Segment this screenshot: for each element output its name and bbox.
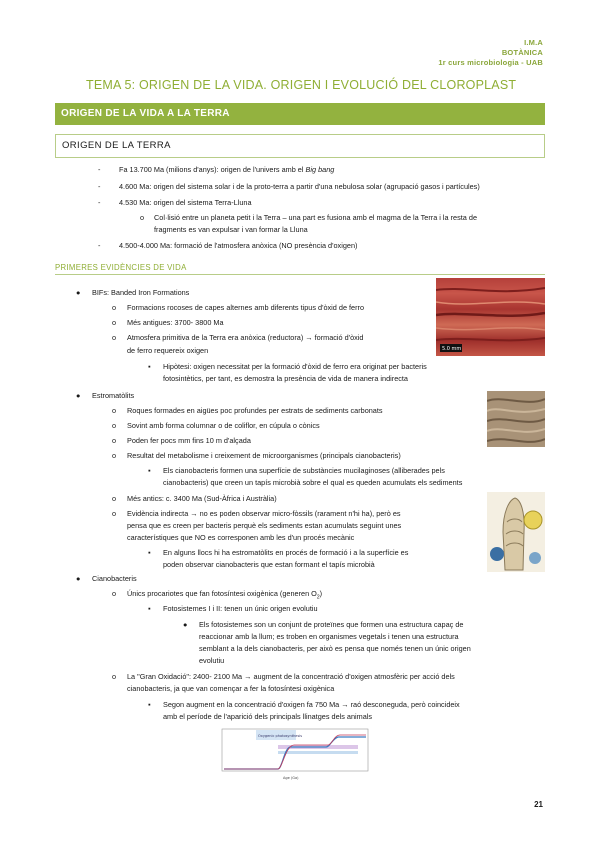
oxygen-history-graph <box>208 727 373 781</box>
square-bullet: ▪ <box>148 466 151 475</box>
header-line-2: BOTÀNICA <box>501 48 543 57</box>
ciano-item-4-line2: cianobacteris, ja que van començar a fer la fotosíntesi oxigènica <box>127 684 335 693</box>
ciano-item-5-line2: amb el període de l'aparició dels principals llinatges dels animals <box>163 712 373 721</box>
estro-item-2: Sovint amb forma columnar o de coliflor, en cúpula o cònics <box>127 421 320 430</box>
ciano-item-3-line4: evolutiu <box>199 656 225 665</box>
origen-item-3a-line2: fragments es van expulsar i van formar la Lluna <box>154 225 308 234</box>
evidencies-rule <box>55 274 545 275</box>
circle-bullet: o <box>112 333 117 342</box>
ciano-item-3-line1: Els fotosistemes son un conjunt de proteïnes que formen una estructura capaç de <box>199 620 464 629</box>
ciano-item-3-line2: reaccionar amb la llum; es troben en organismes vegetals i tenen una estructura <box>199 632 459 641</box>
origen-item-3: 4.530 Ma: origen del sistema Terra-Lluna <box>119 198 252 207</box>
circle-bullet: o <box>112 451 117 460</box>
origen-item-4: 4.500-4.000 Ma: formació de l'atmosfera anòxica (NO presència d'oxigen) <box>119 241 358 250</box>
estro-item-7-line1: Evidència indirecta → no es poden observar micro-fòssils (rarament n'hi ha), però es <box>127 509 401 518</box>
estro-item-1: Roques formades en aigües poc profundes per estrats de sediments carbonats <box>127 406 383 415</box>
bifs-item-4-line1: Hipòtesi: oxigen necessitat per la formació d'òxid de ferro era originat per bacteris <box>163 362 427 371</box>
estro-title: Estromatòlits <box>92 391 135 400</box>
circle-bullet: o <box>112 318 117 327</box>
bifs-item-1: Formacions rocoses de capes alternes amb diferents tipus d'òxid de ferro <box>127 303 365 312</box>
scale-label: 5.0 mm <box>442 346 462 352</box>
bifs-item-3-line1: Atmosfera primitiva de la Terra era anòxica (reductora) → formació d'òxid <box>127 333 364 342</box>
section-bar: ORIGEN DE LA VIDA A LA TERRA <box>55 103 545 125</box>
ciano-item-5-line1: Segon augment en la concentració d'oxigen fa 750 Ma → raó desconeguda, però coincideix <box>163 700 460 709</box>
course-header <box>438 38 543 68</box>
evidencies-heading: PRIMERES EVIDÈNCIES DE VIDA <box>55 263 187 272</box>
ciano-title: Cianobacteris <box>92 574 137 583</box>
square-bullet: ▪ <box>148 548 151 557</box>
banded-iron-image <box>436 278 545 356</box>
graph-label: Oxygenic photosynthesis <box>258 734 303 738</box>
circle-bullet: o <box>112 421 117 430</box>
circle-bullet: o <box>112 509 117 518</box>
document-title: TEMA 5: ORIGEN DE LA VIDA. ORIGEN I EVOLUCIÓ DEL CLOROPLAST <box>86 78 517 92</box>
origen-item-2: 4.600 Ma: origen del sistema solar i de la proto-terra a partir d'una nebulosa solar (agrupació gasos i partícules) <box>119 182 480 191</box>
ciano-item-1: Únics procariotes que fan fotosíntesi oxigènica (generen $O_2$) <box>127 589 323 601</box>
square-bullet: ▪ <box>148 604 151 613</box>
ciano-item-2: Fotosistemes I i II: tenen un únic origen evolutiu <box>163 604 318 613</box>
bifs-item-4-line2: fotosintètics, per tant, es demostra la presència de vida de manera indirecta <box>163 374 408 383</box>
circle-bullet: o <box>112 436 117 445</box>
estro-item-7-line2: pensa que es creen per bacteris perquè els sediments estan acumulats seguint unes <box>127 521 402 530</box>
bifs-item-3-line2: de ferro requereix oxigen <box>127 346 209 355</box>
header-line-1: I.M.A <box>524 38 543 47</box>
dot-bullet: ● <box>76 391 81 400</box>
dot-bullet: ● <box>76 574 81 583</box>
estro-item-7-line3: característiques que NO es corresponen amb les d'un procés mecànic <box>127 533 355 542</box>
circle-bullet: o <box>112 406 117 415</box>
estro-item-8-line2: poden observar cianobacteris que estan formant el tapís microbià <box>163 560 375 569</box>
graph-x-axis: Age (Ga) <box>283 776 299 780</box>
bifs-title: BIFs: Banded Iron Formations <box>92 288 190 297</box>
estro-item-4: Resultat del metabolisme i creixement de microorganismes (principals cianobacteris) <box>127 451 401 460</box>
subsection-box: ORIGEN DE LA TERRA <box>55 134 545 158</box>
dot-bullet: ● <box>183 620 188 629</box>
origen-item-3a-line1: Col·lisió entre un planeta petit i la Terra – una part es fusiona amb el magma de la Terra i la resta de <box>154 213 477 222</box>
header-line-3: 1r curs microbiologia - UAB <box>438 58 543 67</box>
dash-bullet: - <box>98 182 101 191</box>
dash-bullet: - <box>98 198 101 207</box>
estro-item-5-line1: Els cianobacteris formen una superfície de substàncies mucilaginoses (alliberades pels <box>163 466 445 475</box>
dot-bullet: ● <box>76 288 81 297</box>
stromatolite-rock-image <box>487 391 545 447</box>
dash-bullet: - <box>98 165 101 174</box>
bifs-item-2: Més antigues: 3700- 3800 Ma <box>127 318 224 327</box>
estro-item-5-line2: cianobacteris) que creen un tapís microbià sobre el qual es queden acumulats els sediments <box>163 478 463 487</box>
estro-item-8-line1: En alguns llocs hi ha estromatòlits en procés de formació i a la superfície es <box>163 548 409 557</box>
dash-bullet: - <box>98 241 101 250</box>
estro-item-6: Més antics: c. 3400 Ma (Sud-Àfrica i Austràlia) <box>127 494 277 503</box>
ciano-item-3-line3: semblant a la dels cianobacteris, per això es pensa que només tenen un únic origen <box>199 644 471 653</box>
square-bullet: ▪ <box>148 362 151 371</box>
circle-bullet: o <box>112 494 117 503</box>
page-number: 21 <box>534 800 543 809</box>
origen-item-1: Fa 13.700 Ma (milions d'anys): origen de l'univers amb el Big bang <box>119 165 335 174</box>
circle-bullet: o <box>140 213 145 222</box>
estro-item-3: Poden fer pocs mm fins 10 m d'alçada <box>127 436 251 445</box>
circle-bullet: o <box>112 589 117 598</box>
circle-bullet: o <box>112 303 117 312</box>
ciano-item-4-line1: La "Gran Oxidació": 2400- 2100 Ma → augment de la concentració d'oxigen atmosfèric per acció dels <box>127 672 455 681</box>
stromatolite-section-image <box>487 492 545 572</box>
square-bullet: ▪ <box>148 700 151 709</box>
circle-bullet: o <box>112 672 117 681</box>
